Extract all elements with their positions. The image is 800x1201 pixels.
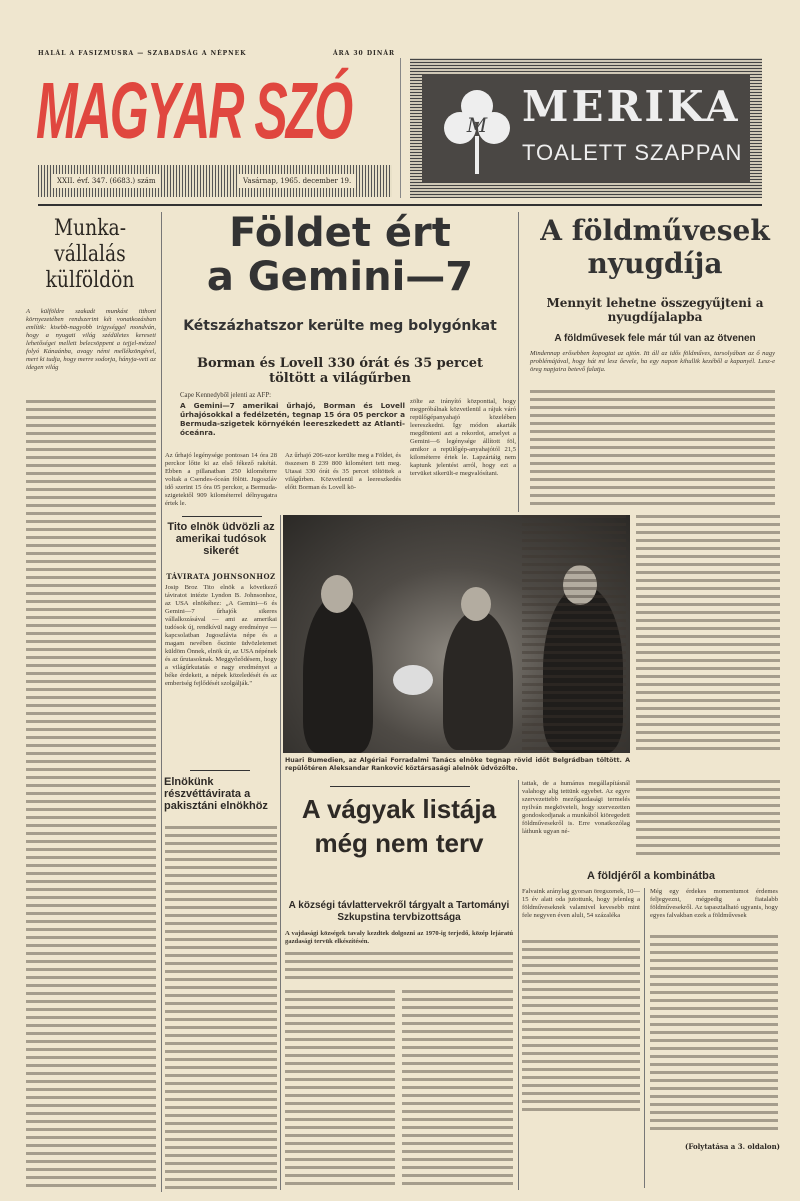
vagyak-lead-text xyxy=(285,952,513,984)
gemini-subhead-2: Borman és Lovell 330 órát és 35 percet töltött a világűrben xyxy=(196,356,484,386)
section-col1-text xyxy=(522,940,640,1112)
divider xyxy=(190,770,250,771)
gemini-headline-1: Földet ért xyxy=(229,210,451,256)
gemini-dateline: Cape Kennedyből jelenti az AFP: xyxy=(180,392,271,399)
merika-advertisement xyxy=(410,58,762,198)
nyugdij-subhead: Mennyit lehetne összegyűjteni a nyugdíjalapba xyxy=(546,296,764,324)
tito-headline: Tito elnök üdvözli az amerikai tudósok sikerét xyxy=(167,521,275,557)
gemini-col3: zölte az irányító központtal, hogy megpróbálnak közvetlenül a rájuk váró repülőgépanyahajó közelében leereszkedni. Így módon akarták megdönteni azt a rekordot, amelyet a Gemini—6 legénysége állított föl, amikor a repülőgép-anyahajótól 21,5 kilométerre értek le. Lapzártáig nem kaptunk jelentést arról, hogy ezt a tervüket sikerült-e megvalósítani. xyxy=(410,398,516,477)
continued-note: (Folytatása a 3. oldalon) xyxy=(685,1142,780,1151)
left-body-text xyxy=(26,400,156,1190)
clover-emblem-icon xyxy=(442,86,512,176)
ad-brand: MERIKA xyxy=(522,82,741,131)
section-col1: Falvaink aránylag gyorsan öregszenek, 10—15 év alatt oda jutottunk, hogy jelenleg a földműveseknek valamivel kevesebb mint fele negyven éven aluli, 54 százaléka xyxy=(522,888,640,919)
ad-subtitle: TOALETT SZAPPAN xyxy=(522,140,743,165)
vagyak-body-text xyxy=(402,990,513,1190)
nyugdij-body-text xyxy=(530,390,775,510)
divider xyxy=(182,516,262,517)
emblem-letter: M xyxy=(466,113,488,137)
nyugdij-mid: tattak, de a humánus megállapításnál valahogy alig tettünk egyebet. Az egyre szervezettebb mezőgazdasági termelés nyilván megköveteli, hogy szervezetten gondoskodjanak a munkából kiöregedett földművesekről is. Erre vonatkozólag láthunk ugyan né- xyxy=(522,780,630,835)
pakistan-headline: Elnökünk részvéttávirata a pakisztáni elnökhöz xyxy=(164,776,268,812)
masthead-motto: HALÁL A FASIZMUSRA — SZABADSÁG A NÉPNEK xyxy=(38,50,247,57)
gemini-col1: Az űrhajó legénysége pontosan 14 óra 28 perckor lőtte ki az első fékező rakétát. Ebben a pillanatban 250 kilométerre voltak a Csendes-óceán fölött. Jugoszláv idő szerint 15 óra 05 perckor, a Bermuda-szigetektől 909 kilométerrel délnyugatra értek le. xyxy=(165,452,277,507)
column-rule xyxy=(518,780,519,1190)
nyugdij-headline: A földművesek nyugdíja xyxy=(540,214,770,280)
issue-bar xyxy=(38,165,392,197)
section-col2-text xyxy=(650,935,778,1130)
issue-date: Vasárnap, 1965. december 19. xyxy=(238,174,356,188)
gemini-subhead: Kétszázhatszor kerülte meg bolygónkat xyxy=(183,318,497,334)
masthead-divider xyxy=(400,58,401,198)
gemini-col2: Az űrhajó 206-szor kerülte meg a Földet, és összesen 8 239 800 kilométert tett meg. Utasai 330 órát és 35 percet töltöttek a világűrben. Közvetlenül a leereszkedés előtt Borman és Lovell kö- xyxy=(285,452,401,491)
tito-body: Josip Broz Tito elnök a következő táviratot intézte Lyndon B. Johnsonhoz, az USA elnökéhez: „A Gemini—6 és Gemini—7 űrhajók sikeres vállalkozásával — ami az amerikai tudósok új, rendkívül nagy eredménye — kapcsolatban Jugoszlávia népe és a magam nevében őszinte üdvözletemet küldöm Önnek, elnök úr, az USA népének és az űrutasoknak. Meggyőződésem, hogy a világűrkutatás e nagy eredményei a béke érdekeit, a népek közeledését és az emberiség fejlődését szolgálják." xyxy=(165,584,277,687)
section-col2: Még egy érdekes momentumot érdemes feljegyezni, mégpedig a fiatalabb földművesekről. Az tapasztalható ugyanis, hogy egyes falvakban ezek a földművesek xyxy=(650,888,778,919)
section-headline: A földjéről a kombinátba xyxy=(587,870,715,882)
vagyak-subhead: A községi távlattervekről tárgyalt a Tartományi Szkupstina tervbizottsága xyxy=(288,900,510,923)
column-rule xyxy=(518,212,519,512)
column-rule xyxy=(644,888,645,1188)
masthead-rule xyxy=(38,204,762,206)
nyugdij-lead: Mindennap erősebben kopogtat az ajtón. Itt áll az idős földműves, tarsolyában az ő nagy problémájával, hogy hát mi lesz őevele, ha egy napon kihullik kezéből a kapanyél. Lesz-e öreg napjaira betevő falatja. xyxy=(530,350,775,373)
nyugdij-body-text xyxy=(636,780,780,860)
vagyak-headline: A vágyak listája még nem terv xyxy=(301,794,497,858)
nyugdij-body-text xyxy=(636,515,780,750)
vagyak-lead: A vajdasági községek tavaly kezdtek dolgozni az 1970-ig terjedő, közép lejáratú gazdasági tervük elkészítésén. xyxy=(285,930,513,945)
nyugdij-body-text xyxy=(522,515,626,750)
issue-number: XXII. évf. 347. (6683.) szám xyxy=(52,174,160,188)
divider xyxy=(330,786,470,787)
newspaper-logo: MAGYAR SZÓ xyxy=(36,66,352,156)
pakistan-body-text xyxy=(165,826,277,1190)
price-label: ÁRA 30 DINÁR xyxy=(333,50,395,57)
nyugdij-subhead-2: A földművesek fele már túl van az ötvenen xyxy=(554,333,756,344)
gemini-lead: A Gemini—7 amerikai űrhajó, Borman és Lovell űrhajósokkal a fedélzetén, tegnap 15 óra 05 perckor a Bermuda-szigetek környékén leereszkedett az Atlanti-óceánra. xyxy=(180,401,405,437)
tito-kicker: TÁVIRATA JOHNSONHOZ xyxy=(166,572,276,581)
photo-caption: Huari Bumedien, az Algériai Forradalmi Tanács elnöke tegnap rövid időt Belgrádban töltött. A repülőtéren Aleksandar Ranković köztársasági alelnök üdvözölte. xyxy=(285,757,630,772)
left-headline: Munka-vállalás külföldön xyxy=(45,216,135,293)
gemini-headline-2: a Gemini—7 xyxy=(206,254,474,300)
left-lead: A külföldre szakadt munkást itthoni környezetében rendszerint két vonatkozásban említik: kisebb-nagyobb irigységgel mondván, hogy a nyugati világ szédületes kereseti lehetőségei mellett belecsöppent a tejjel-mézzel folyó Kánaánba, avagy némi mellékzöngével, mert ki tudja, hogy merre sodorja, hányja-veti az idegen világ xyxy=(26,308,156,371)
vagyak-body-text xyxy=(285,990,395,1190)
column-rule xyxy=(161,212,162,1192)
column-rule xyxy=(280,515,281,1190)
